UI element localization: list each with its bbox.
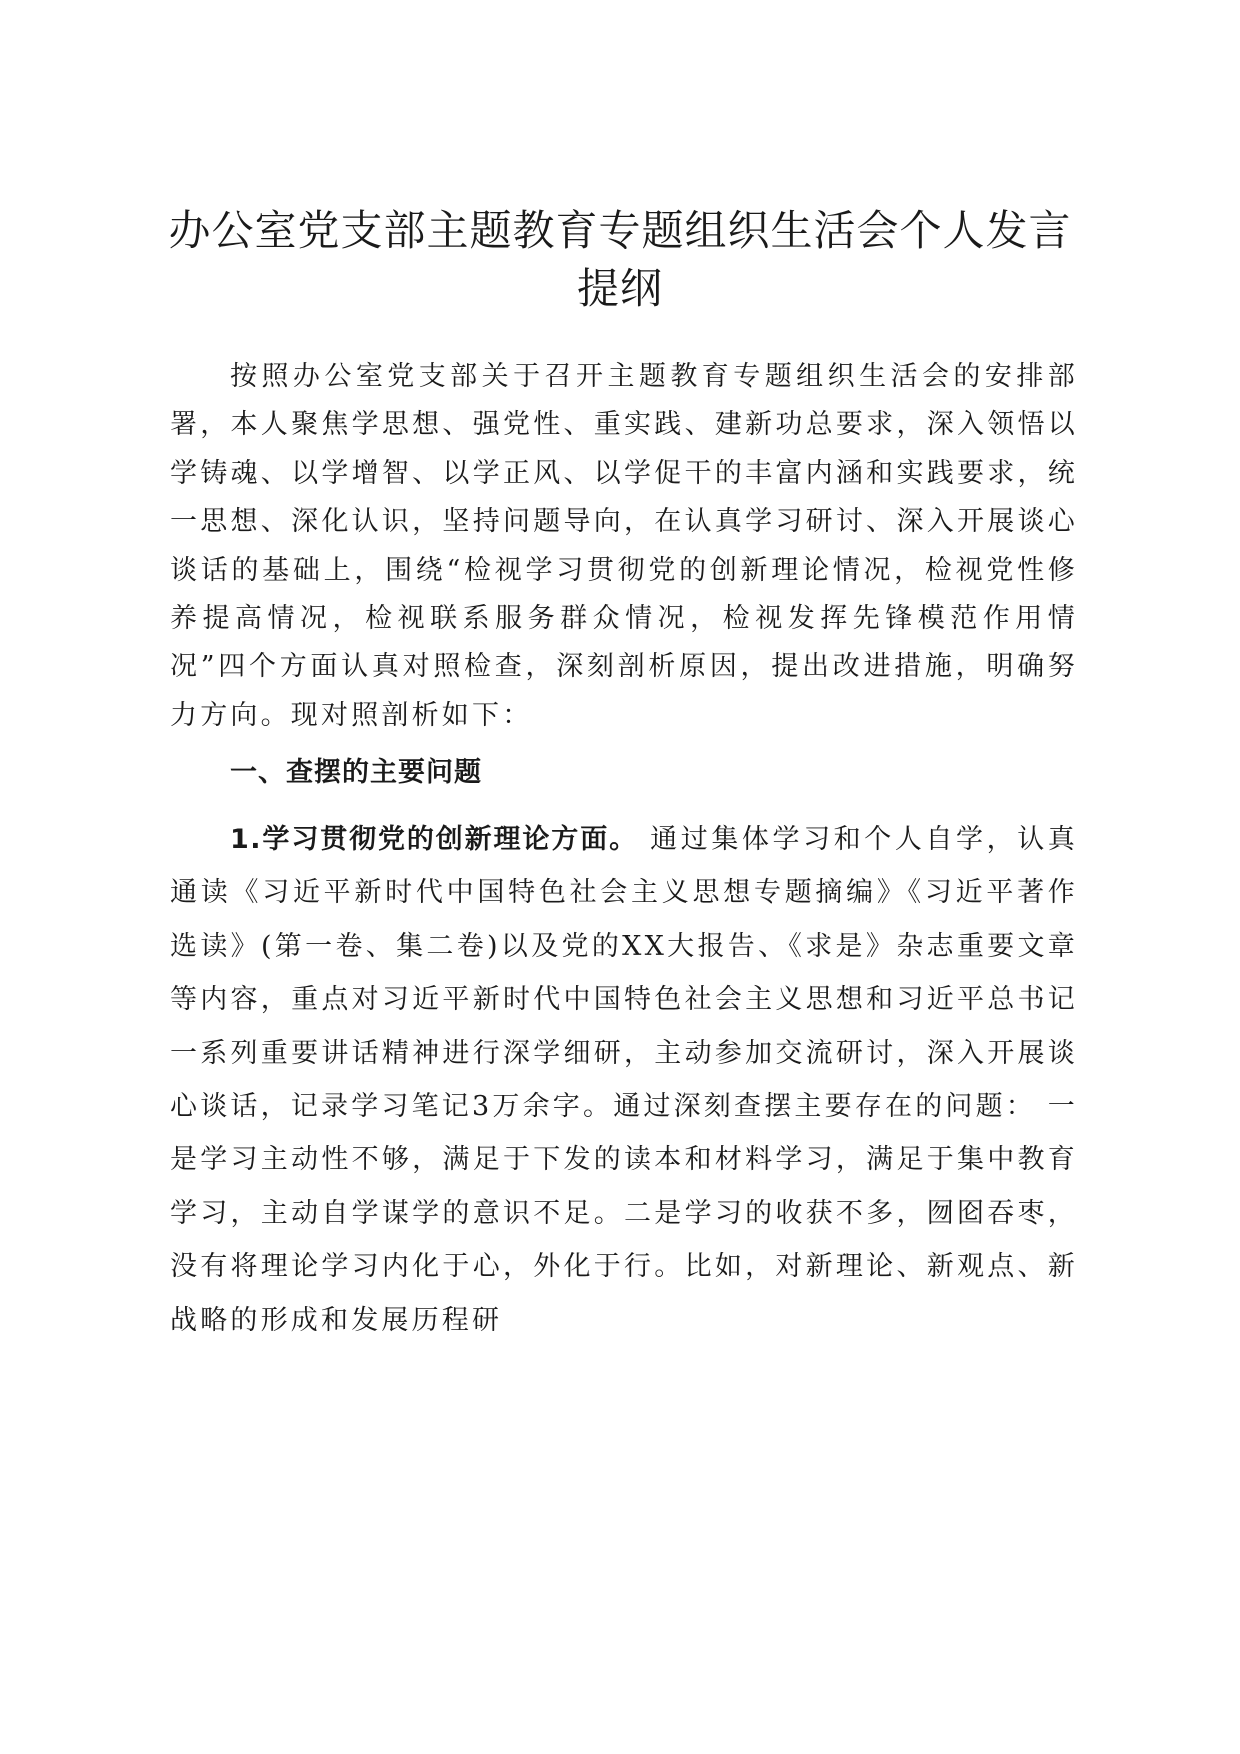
intro-paragraph: 按照办公室党支部关于召开主题教育专题组织生活会的安排部署，本人聚焦学思想、强党性、重实践、建新功总要求，深入领悟以学铸魂、以学增智、以学正风、以学促干的丰富内涵和实践要求，统一思想、深化认识，坚持问题导向，在认真学习研讨、深入开展谈心谈话的基础上，围绕“检视学习贯彻党的创新理论情况，检视党性修养提高情况，检视联系服务群众情况，检视发挥先锋模范作用情况”四个方面认真对照检查，深刻剖析原因，提出改进措施，明确努力方向。现对照剖析如下： — [170, 361, 1078, 731]
paragraph-body: 通过集体学习和个人自学，认真通读《习近平新时代中国特色社会主义思想专题摘编》《习近平著作选读》(第一卷、集二卷)以及党的XX大报告、《求是》杂志重要文章等内容，重点对习近平新时代中国特色社会主义思想和习近平总书记一系列重要讲话精神进行深学细研，主动参加交流研讨，深入开展谈心谈话，记录学习笔记3万余字。通过深刻查摆主要存在的问题： 一是学习主动性不够，满足于下发的读本和材料学习，满足于集中教育学习，主动自学谋学的意识不足。二是学习的收获不多，囫囵吞枣，没有将理论学习内化于心，外化于行。比如，对新理论、新观点、新战略的形成和发展历程研 — [170, 824, 1078, 1336]
body-paragraph — [170, 813, 1078, 1347]
document-title: 办公室党支部主题教育专题组织生活会个人发言提纲 — [168, 206, 1072, 313]
paragraph-lead: 1.学习贯彻党的创新理论方面。 — [230, 824, 638, 855]
section-heading: 一、查摆的主要问题 — [230, 757, 482, 788]
